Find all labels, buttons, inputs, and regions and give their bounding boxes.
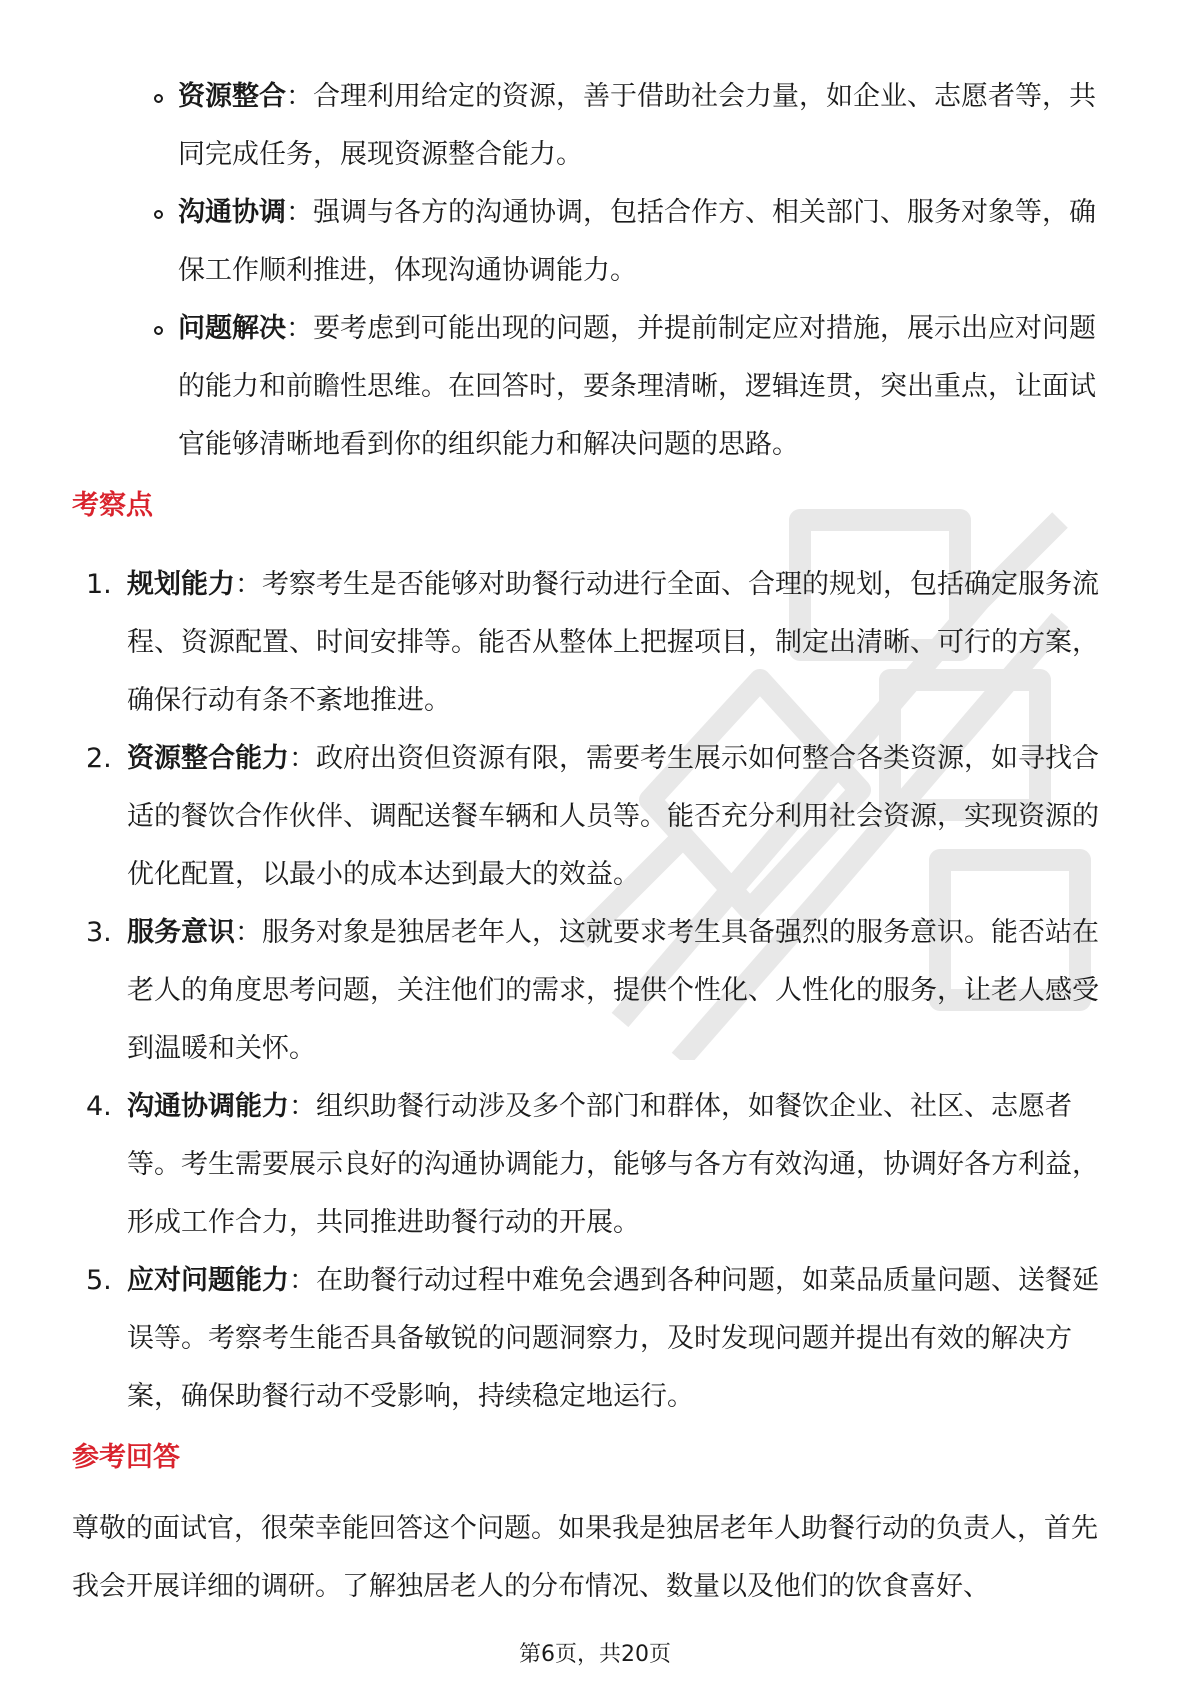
page-content	[72, 68, 1112, 1616]
list-item	[72, 1078, 1112, 1252]
bullet-text: ：合理利用给定的资源，善于借助社会力量，如企业、志愿者等，共同完成任务，展现资源整合能力。	[178, 81, 1096, 170]
item-number: 1.	[86, 569, 112, 600]
top-bullet-list	[72, 68, 1112, 474]
bullet-text: ：要考虑到可能出现的问题，并提前制定应对措施，展示出应对问题的能力和前瞻性思维。在回答时，要条理清晰，逻辑连贯，突出重点，让面试官能够清晰地看到你的组织能力和解决问题的思路。	[178, 313, 1096, 460]
item-number: 2.	[86, 743, 112, 774]
item-term: 服务意识	[127, 917, 235, 948]
list-item	[72, 904, 1112, 1078]
item-number: 3.	[86, 917, 112, 948]
item-number: 4.	[86, 1091, 112, 1122]
item-text: ：在助餐行动过程中难免会遇到各种问题，如菜品质量问题、送餐延误等。考察考生能否具备敏锐的问题洞察力，及时发现问题并提出有效的解决方案，确保助餐行动不受影响，持续稳定地运行。	[127, 1265, 1099, 1412]
circle-bullet-icon	[154, 326, 163, 335]
item-text: ：政府出资但资源有限，需要考生展示如何整合各类资源，如寻找合适的餐饮合作伙伴、调配送餐车辆和人员等。能否充分利用社会资源，实现资源的优化配置，以最小的成本达到最大的效益。	[127, 743, 1099, 890]
item-term: 应对问题能力	[127, 1265, 289, 1296]
bullet-term: 问题解决	[178, 313, 286, 344]
item-term: 资源整合能力	[127, 743, 289, 774]
answer-paragraph: 尊敬的面试官，很荣幸能回答这个问题。如果我是独居老年人助餐行动的负责人，首先我会开展详细的调研。了解独居老人的分布情况、数量以及他们的饮食喜好、	[72, 1513, 1098, 1602]
bullet-term: 沟通协调	[178, 197, 286, 228]
item-term: 沟通协调能力	[127, 1091, 289, 1122]
list-item	[72, 184, 1112, 300]
list-item	[72, 68, 1112, 184]
item-term: 规划能力	[127, 569, 235, 600]
circle-bullet-icon	[154, 210, 163, 219]
list-item	[72, 556, 1112, 730]
list-item	[72, 730, 1112, 904]
list-item	[72, 1252, 1112, 1426]
item-number: 5.	[86, 1265, 112, 1296]
page-footer: 第6页，共20页	[519, 1642, 671, 1667]
bullet-term: 资源整合	[178, 81, 286, 112]
item-text: ：考察考生是否能够对助餐行动进行全面、合理的规划，包括确定服务流程、资源配置、时间安排等。能否从整体上把握项目，制定出清晰、可行的方案，确保行动有条不紊地推进。	[127, 569, 1099, 716]
circle-bullet-icon	[154, 94, 163, 103]
item-text: ：服务对象是独居老年人，这就要求考生具备强烈的服务意识。能否站在老人的角度思考问题，关注他们的需求，提供个性化、人性化的服务，让老人感受到温暖和关怀。	[127, 917, 1099, 1064]
section-heading-cankaohuida: 参考回答	[72, 1442, 180, 1473]
numbered-list	[72, 556, 1112, 1426]
bullet-text: ：强调与各方的沟通协调，包括合作方、相关部门、服务对象等，确保工作顺利推进，体现沟通协调能力。	[178, 197, 1096, 286]
list-item	[72, 300, 1112, 474]
section-heading-kaochadian: 考察点	[72, 490, 153, 521]
item-text: ：组织助餐行动涉及多个部门和群体，如餐饮企业、社区、志愿者等。考生需要展示良好的沟通协调能力，能够与各方有效沟通，协调好各方利益，形成工作合力，共同推进助餐行动的开展。	[127, 1091, 1099, 1238]
